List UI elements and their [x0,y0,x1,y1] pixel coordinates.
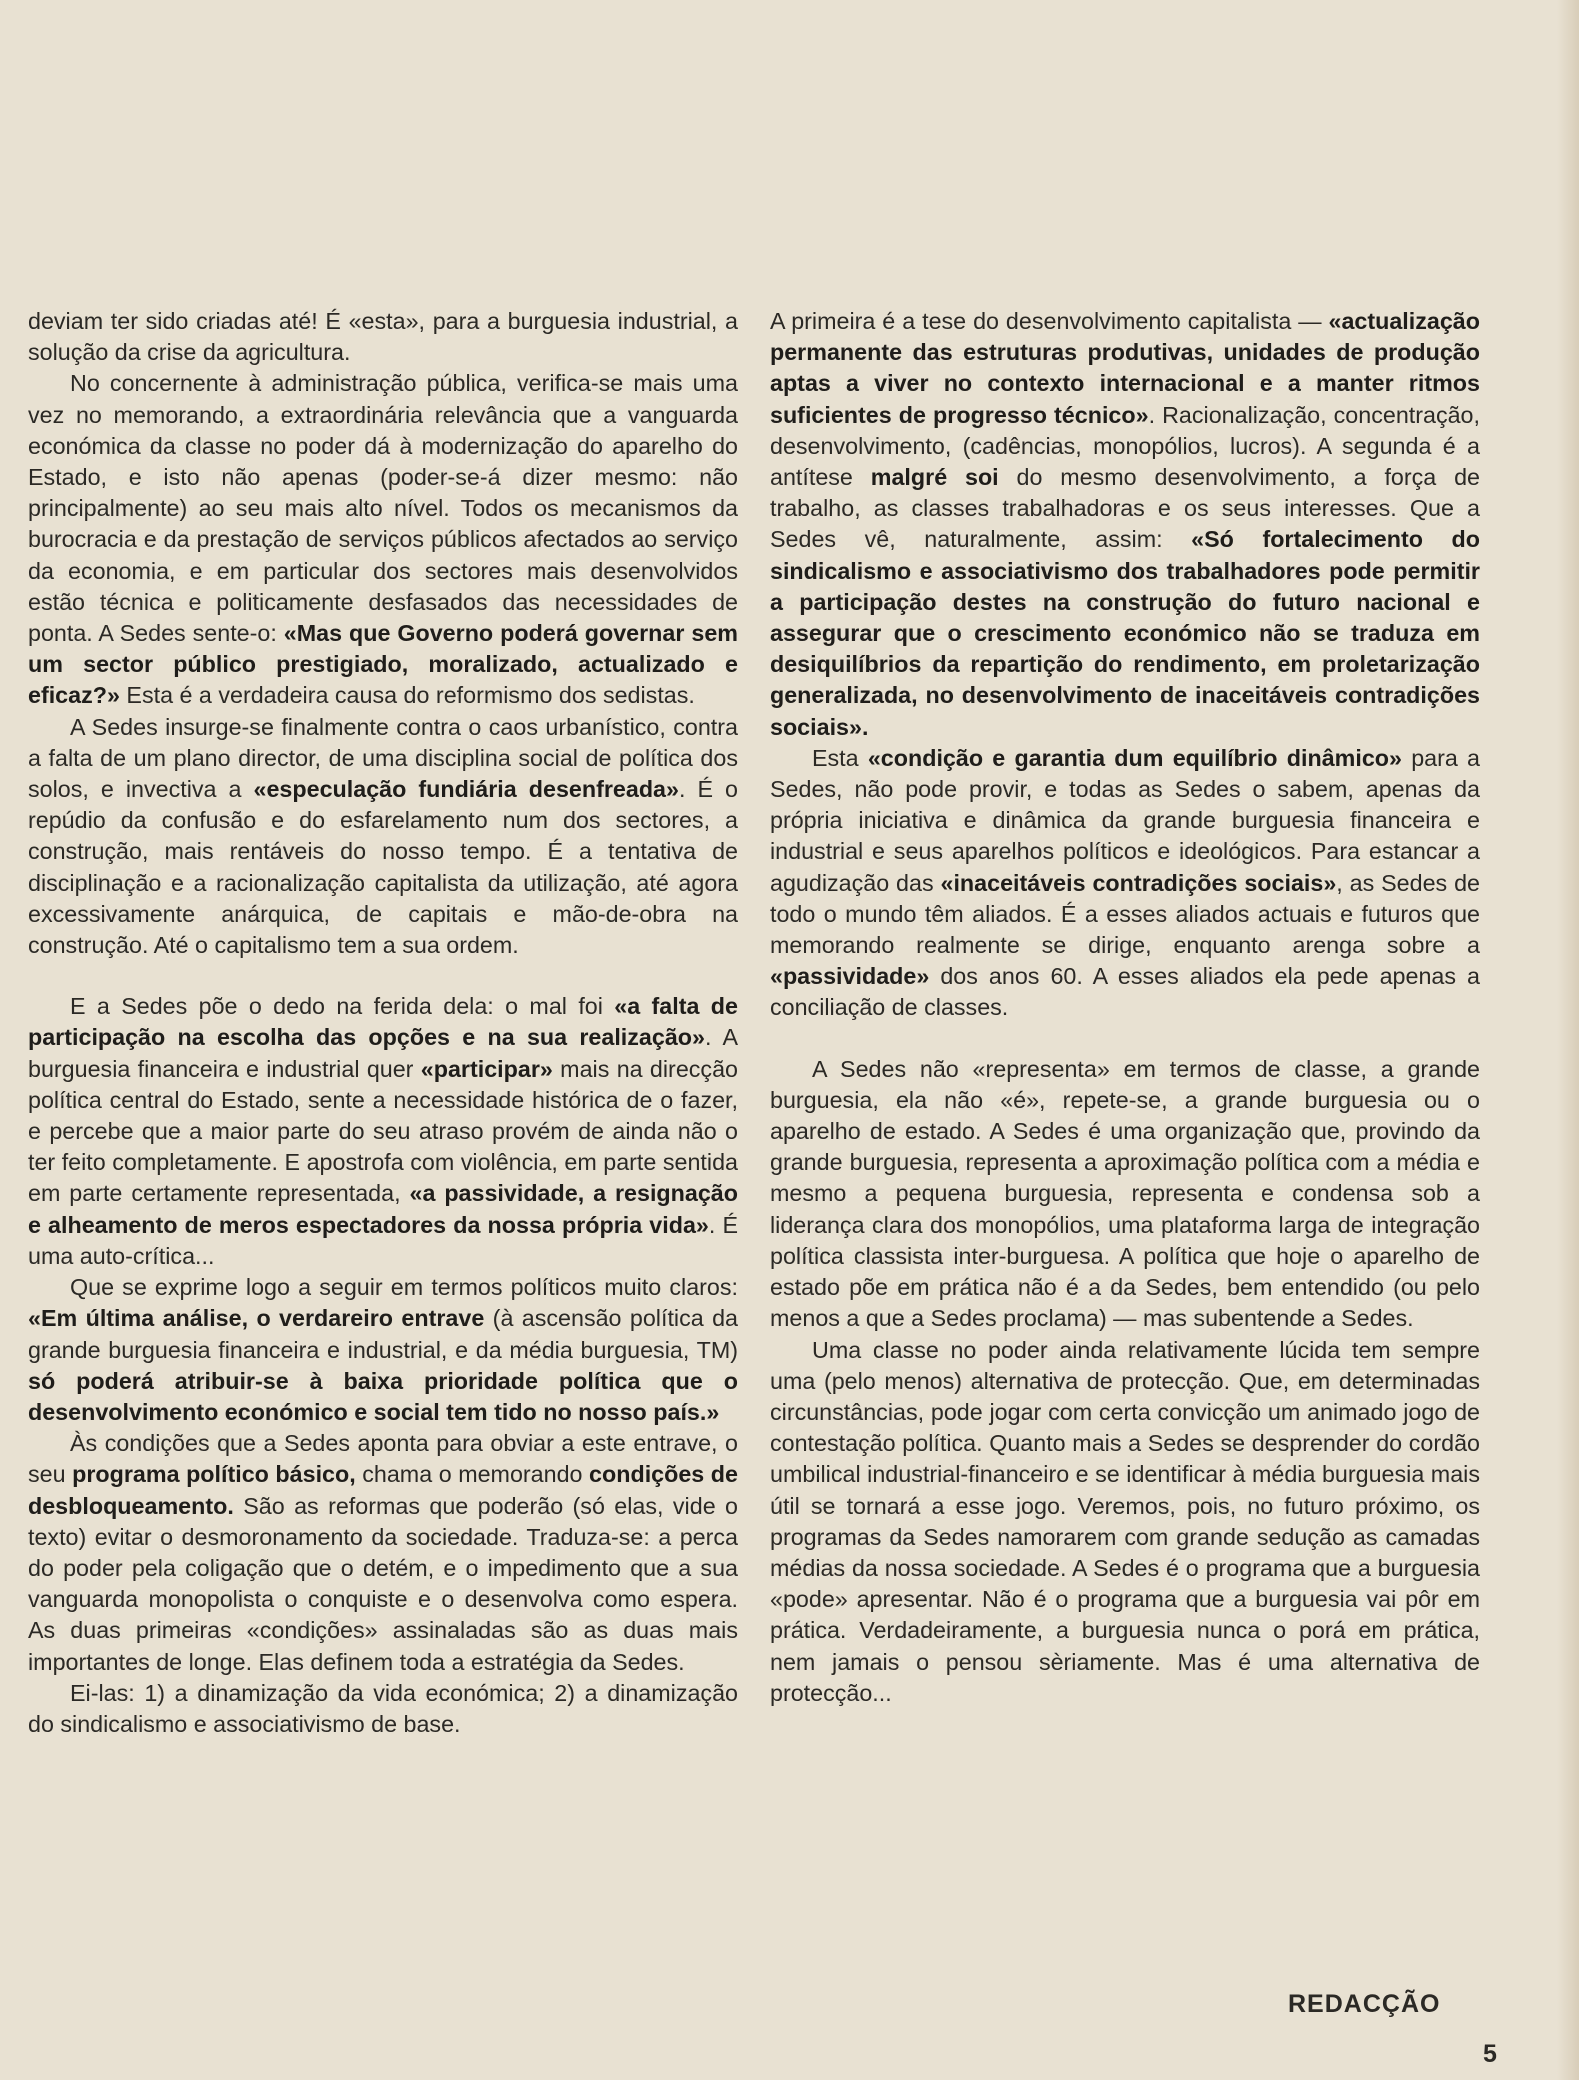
right-p2-quote-2: «inaceitáveis contradições sociais» [940,869,1337,896]
right-paragraph-2 [770,743,1480,1024]
right-p1-emphasis: malgré soi [870,464,999,491]
right-p1-text-e: do mesmo desenvolvimento, a força de trabalho, as classes trabalhadoras e os seus interesses. Que a Sedes vê, naturalmente, assim: [770,464,1480,553]
signature: REDACÇÃO [1288,1990,1441,2018]
right-column [770,306,1480,1709]
left-p4-text-a: E a Sedes põe o dedo na ferida dela: o mal foi [70,993,615,1020]
left-p3-quote: «especulação fundiária desenfreada» [253,776,679,803]
left-p4-text-g: . É uma auto-crítica... [28,1211,739,1269]
left-p2-text-c: Esta é a verdadeira causa do reformismo dos sedistas. [119,682,695,709]
left-p3-text-a: A Sedes insurge-se finalmente contra o caos urbanístico, contra a falta de um plano director, de uma disciplina social de política dos solos, e invectiva a [28,713,738,803]
left-paragraph-3 [28,712,738,962]
left-p3-text-c: . É o repúdio da confusão e do esfarelamento num dos sectores, a construção, mais rentáveis do nosso tempo. É a tentativa de disciplinação e a racionalização capitalista da utilização, até agora excessivamente anárquica, de capitais e mão-de-obra na construção. Até o capitalismo tem a sua ordem. [28,776,738,959]
right-p1-quote-2: «Só fortalecimento do sindicalismo e associativismo dos trabalhadores pode permitir a participação destes na construção do futuro nacional e assegurar que o crescimento económico não se traduza em desiquilíbrios da repartição do rendimento, em proletarização generalizada, no desenvolvimento de inaceitáveis contradições sociais». [770,526,1480,740]
right-p2-text-e: , as Sedes de todo o mundo têm aliados. É a esses aliados actuais e futuros que memorando realmente se dirige, enquanto arenga sobre a [770,869,1480,959]
left-column [28,306,738,1740]
right-paragraph-1 [770,306,1480,743]
right-p2-quote-3: «passividade» [770,963,930,990]
left-p2-quote: «Mas que Governo poderá governar sem um sector público prestigiado, moralizado, actualizado e eficaz?» [28,620,739,709]
right-p2-text-a: Esta [812,744,868,771]
left-p6-emphasis-1: programa político básico, [72,1461,356,1488]
left-p4-text-e: mais na direcção política central do Estado, sente a necessidade histórica de o fazer, e percebe que a maior parte do seu atraso provém de ainda não o ter feito completamente. E apostrofa com violência, em parte sentida em parte certamente representada, [28,1055,738,1207]
left-paragraph-2 [28,368,738,711]
left-paragraph-1: deviam ter sido criadas até! É «esta», para a burguesia industrial, a solução da crise da agricultura. [28,308,738,366]
left-p5-text-c: (à ascensão política da grande burguesia financeira e industrial, e da média burguesia, TM) [28,1305,739,1363]
left-p5-quote-2: só poderá atribuir-se à baixa prioridade política que o desenvolvimento económico e social tem tido no nosso país.» [28,1367,738,1425]
left-p4-quote-1: «a falta de participação na escolha das opções e na sua realização» [28,993,738,1051]
left-p6-emphasis-2: condições de desbloqueamento. [28,1461,738,1519]
right-p1-text-c: . Racionalização, concentração, desenvolvimento, (cadências, monopólios, lucros). A segunda é a antítese [770,401,1480,491]
left-paragraph-6 [28,1428,738,1678]
left-paragraph-4 [28,991,738,1272]
left-p4-quote-3: «a passividade, a resignação e alheamento de meros espectadores da nossa própria vida» [28,1180,738,1238]
right-p1-quote-1: «actualização permanente das estruturas produtivas, unidades de produção aptas a viver no contexto internacional e a manter ritmos suficientes de progresso técnico» [770,308,1480,428]
left-p4-quote-2: «participar» [420,1055,553,1082]
left-p6-text-a: Às condições que a Sedes aponta para obviar a este entrave, o seu [28,1430,738,1488]
right-paragraph-4: Uma classe no poder ainda relativamente lúcida tem sempre uma (pelo menos) alternativa de protecção. Que, em determinadas circunstâncias, pode jogar com certa convicção um animado jogo de contestação política. Quanto mais a Sedes se desprender do cordão umbilical industrial-financeiro e se identificar à média burguesia mais útil se tornará a esse jogo. Veremos, pois, no futuro próximo, os programas da Sedes namorarem com grande sedução as camadas médias da nossa sociedade. A Sedes é o programa que a burguesia «pode» apresentar. Não é o programa que a burguesia vai pôr em prática. Verdadeiramente, a burguesia nunca o porá em prática, nem jamais o pensou sèriamente. Mas é uma alternativa de protecção... [770,1336,1480,1706]
left-p4-text-c: . A burguesia financeira e industrial quer [28,1024,738,1082]
page-number: 5 [1483,2040,1497,2068]
left-p5-text-a: Que se exprime logo a seguir em termos políticos muito claros: [70,1274,738,1301]
left-paragraph-5 [28,1272,738,1428]
right-paragraph-3: A Sedes não «representa» em termos de classe, a grande burguesia, ela não «é», repete-se, a grande burguesia ou o aparelho de estado. A Sedes é uma organização que, provindo da grande burguesia, representa a aproximação política com a média e mesmo a pequena burguesia, representa e condensa sob a liderança clara dos monopólios, uma plataforma larga de integração política classista inter-burguesa. A política que hoje o aparelho de estado põe em prática não é a da Sedes, bem entendido (ou pelo menos a que a Sedes proclama) — mas subentende a Sedes. [770,1055,1480,1332]
left-paragraph-7: Ei-las: 1) a dinamização da vida económica; 2) a dinamização do sindicalismo e associativismo de base. [28,1679,738,1737]
right-p1-text-a: A primeira é a tese do desenvolvimento capitalista — [770,308,1329,334]
right-p2-quote-1: «condição e garantia dum equilíbrio dinâmico» [867,744,1402,771]
right-p2-text-g: dos anos 60. A esses aliados ela pede apenas a conciliação de classes. [770,963,1480,1021]
right-p2-text-c: para a Sedes, não pode provir, e todas as Sedes o sabem, apenas da própria iniciativa e dinâmica da grande burguesia financeira e industrial e seus aparelhos políticos e ideológicos. Para estancar a agudização das [770,744,1481,896]
left-p2-text-a: No concernente à administração pública, verifica-se mais uma vez no memorando, a extraordinária relevância que a vanguarda económica da classe no poder dá à modernização do aparelho do Estado, e isto não apenas (poder-se-á dizer mesmo: não principalmente) ao seu mais alto nível. Todos os mecanismos da burocracia e da prestação de serviços públicos afectados ao serviço da economia, e em particular dos sectores mais desenvolvidos estão técnica e politicamente desfasados das necessidades de ponta. A Sedes sente-o: [28,370,738,647]
left-p6-text-e: São as reformas que poderão (só elas, vide o texto) evitar o desmoronamento da sociedade. Traduza-se: a perca do poder pela coligação que o detém, e o impedimento que a sua vanguarda monopolista o conquiste e o desenvolva como espera. As duas primeiras «condições» assinaladas são as duas mais importantes de longe. Elas definem toda a estratégia da Sedes. [28,1492,738,1675]
left-p5-quote-1: «Em última análise, o verdareiro entrave [28,1305,485,1332]
page-edge-shadow [1557,0,1579,2080]
left-p6-text-c: chama o memorando [355,1461,590,1488]
